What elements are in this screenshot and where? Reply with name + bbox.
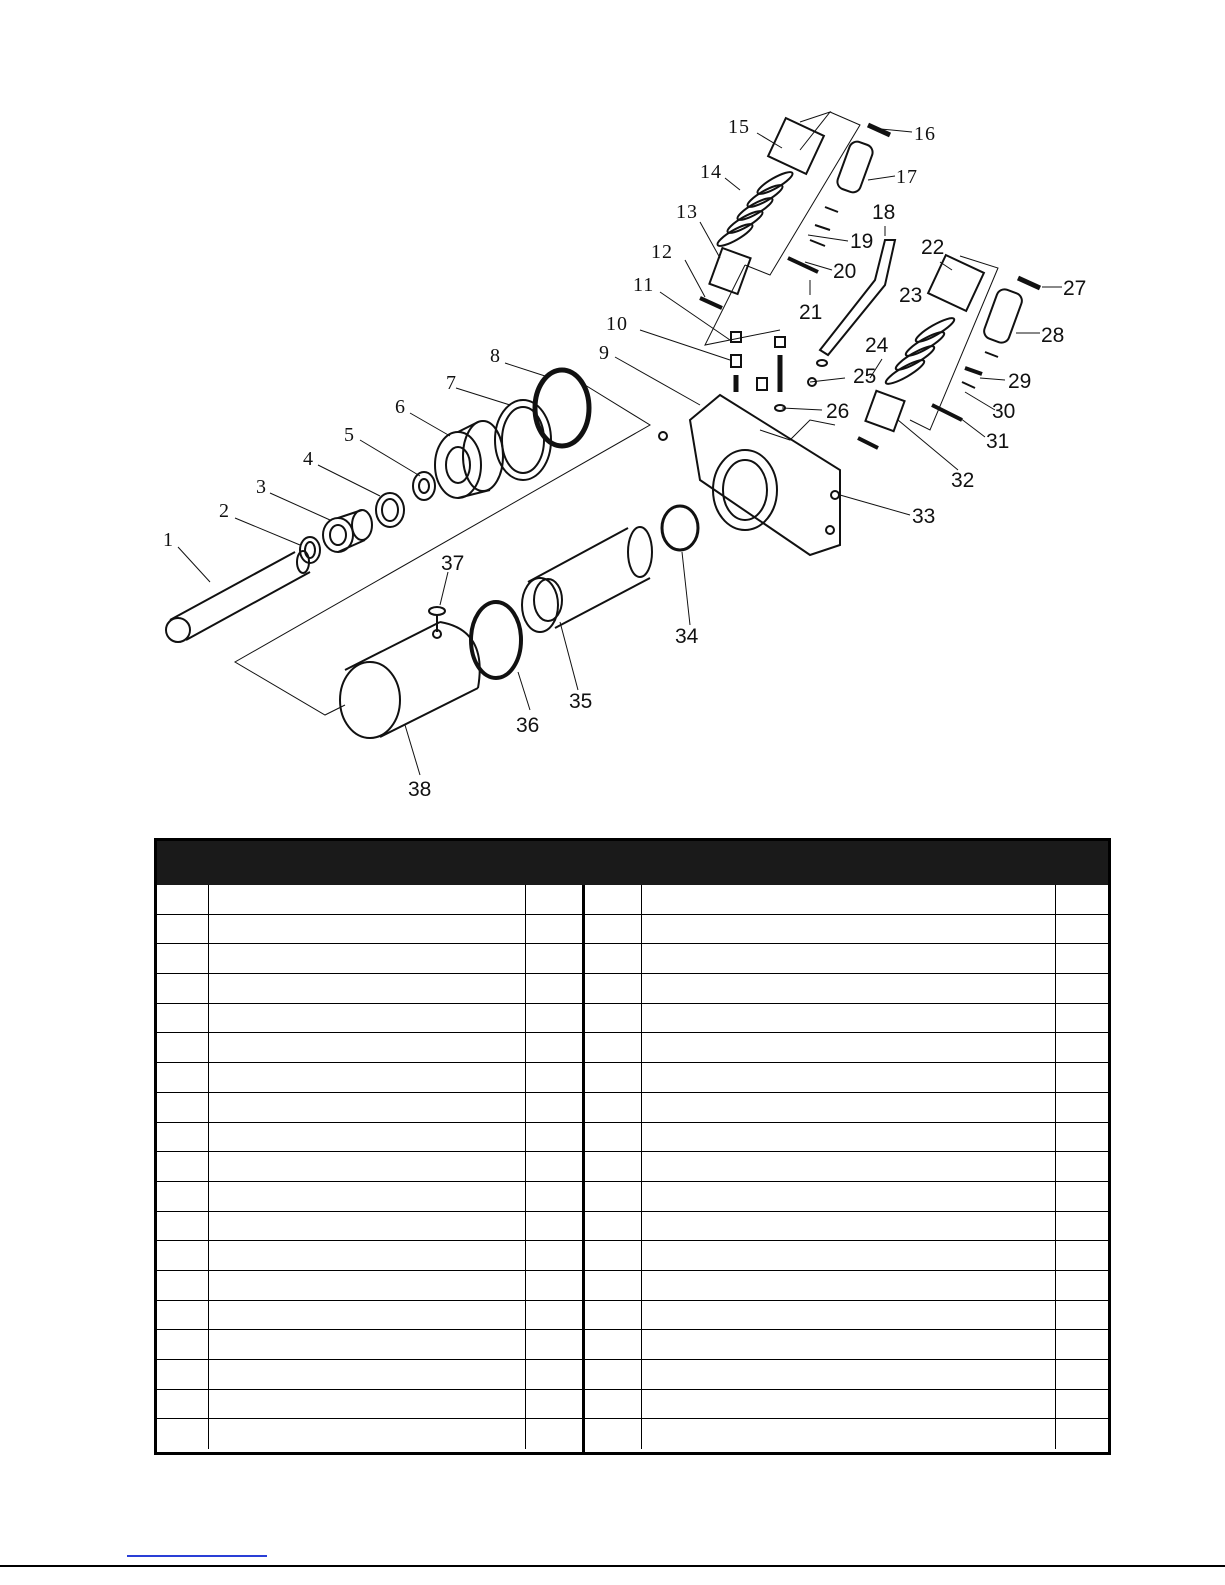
callout-19: 19	[850, 230, 874, 253]
part-34	[662, 506, 698, 550]
table-row	[157, 944, 582, 974]
callout-18: 18	[872, 201, 896, 224]
table-row	[157, 1063, 582, 1093]
table-row	[585, 1004, 1108, 1034]
callout-13: 13	[676, 201, 698, 223]
callout-labels	[163, 116, 1086, 801]
table-row	[157, 885, 582, 915]
callout-23: 23	[899, 284, 923, 307]
callout-4: 4	[303, 448, 314, 470]
part-23-spring	[883, 315, 956, 388]
parts-table-left	[157, 885, 585, 1452]
callout-33: 33	[912, 505, 936, 528]
part-9-ball	[659, 432, 667, 440]
table-row	[157, 1271, 582, 1301]
table-row	[585, 1330, 1108, 1360]
footer-link-underline[interactable]	[127, 1555, 267, 1557]
table-row	[585, 1123, 1108, 1153]
callout-16: 16	[914, 123, 936, 145]
table-row	[157, 1093, 582, 1123]
callout-2: 2	[219, 500, 230, 522]
part-38-reservoir	[340, 622, 480, 738]
table-row	[585, 1241, 1108, 1271]
table-row	[585, 1212, 1108, 1242]
table-row	[157, 1033, 582, 1063]
part-8	[535, 370, 589, 446]
table-row	[157, 1330, 582, 1360]
part-27	[1018, 278, 1040, 288]
callout-29: 29	[1008, 370, 1032, 393]
table-row	[585, 885, 1108, 915]
part-6	[435, 421, 503, 498]
leader-lines	[178, 112, 1065, 775]
table-row	[585, 1301, 1108, 1331]
parts-list-table	[154, 838, 1111, 1455]
callout-24: 24	[865, 334, 889, 357]
parts-table-right	[585, 885, 1108, 1452]
callout-3: 3	[256, 476, 267, 498]
callout-1: 1	[163, 529, 174, 551]
callout-34: 34	[675, 625, 699, 648]
parts-table-header	[157, 841, 1108, 885]
bottom-rule	[0, 1565, 1225, 1567]
part-12	[700, 298, 722, 308]
callout-17: 17	[896, 166, 918, 188]
table-row	[157, 1182, 582, 1212]
table-row	[157, 1004, 582, 1034]
part-11	[731, 332, 741, 342]
part-17	[835, 139, 875, 194]
table-row	[585, 1271, 1108, 1301]
table-row	[585, 1390, 1108, 1420]
table-row	[585, 1093, 1108, 1123]
callout-36: 36	[516, 714, 540, 737]
part-22	[928, 255, 984, 311]
table-row	[157, 915, 582, 945]
callout-31: 31	[986, 430, 1010, 453]
table-row	[585, 1063, 1108, 1093]
callout-38: 38	[408, 778, 432, 801]
callout-28: 28	[1041, 324, 1065, 347]
callout-5: 5	[344, 424, 355, 446]
callout-9: 9	[599, 342, 610, 364]
callout-6: 6	[395, 396, 406, 418]
callout-14: 14	[700, 161, 722, 183]
table-row	[585, 1419, 1108, 1449]
table-row	[157, 1212, 582, 1242]
table-row	[157, 1123, 582, 1153]
table-row	[585, 1152, 1108, 1182]
table-row	[585, 1033, 1108, 1063]
part-ram	[166, 551, 310, 642]
callout-25: 25	[853, 365, 877, 388]
part-36	[471, 602, 521, 678]
part-14-spring	[715, 169, 795, 250]
callout-11: 11	[633, 274, 655, 296]
callout-10: 10	[606, 313, 628, 335]
part-3	[323, 510, 372, 552]
callout-15: 15	[728, 116, 750, 138]
callout-20: 20	[833, 260, 857, 283]
callout-8: 8	[490, 345, 501, 367]
callout-21: 21	[799, 301, 823, 324]
callout-30: 30	[992, 400, 1016, 423]
callout-27: 27	[1063, 277, 1087, 300]
table-row	[585, 915, 1108, 945]
callout-26: 26	[826, 400, 850, 423]
table-row	[157, 1301, 582, 1331]
table-row	[585, 1182, 1108, 1212]
callout-12: 12	[651, 241, 673, 263]
table-row	[157, 1241, 582, 1271]
table-row	[157, 1419, 582, 1449]
callout-37: 37	[441, 552, 465, 575]
part-15	[768, 118, 824, 174]
callout-35: 35	[569, 690, 593, 713]
part-5	[413, 472, 435, 500]
table-row	[585, 944, 1108, 974]
callout-7: 7	[446, 372, 457, 394]
part-28	[982, 287, 1024, 345]
part-13	[709, 248, 750, 294]
callout-22: 22	[921, 236, 945, 259]
table-row	[157, 1152, 582, 1182]
table-row	[157, 1360, 582, 1390]
part-35-cylinder	[522, 527, 652, 632]
table-row	[585, 974, 1108, 1004]
part-7	[495, 400, 551, 480]
part-33-base	[690, 395, 840, 555]
table-row	[585, 1360, 1108, 1390]
callout-32: 32	[951, 469, 975, 492]
part-32	[865, 391, 904, 431]
table-row	[157, 974, 582, 1004]
table-row	[157, 1390, 582, 1420]
